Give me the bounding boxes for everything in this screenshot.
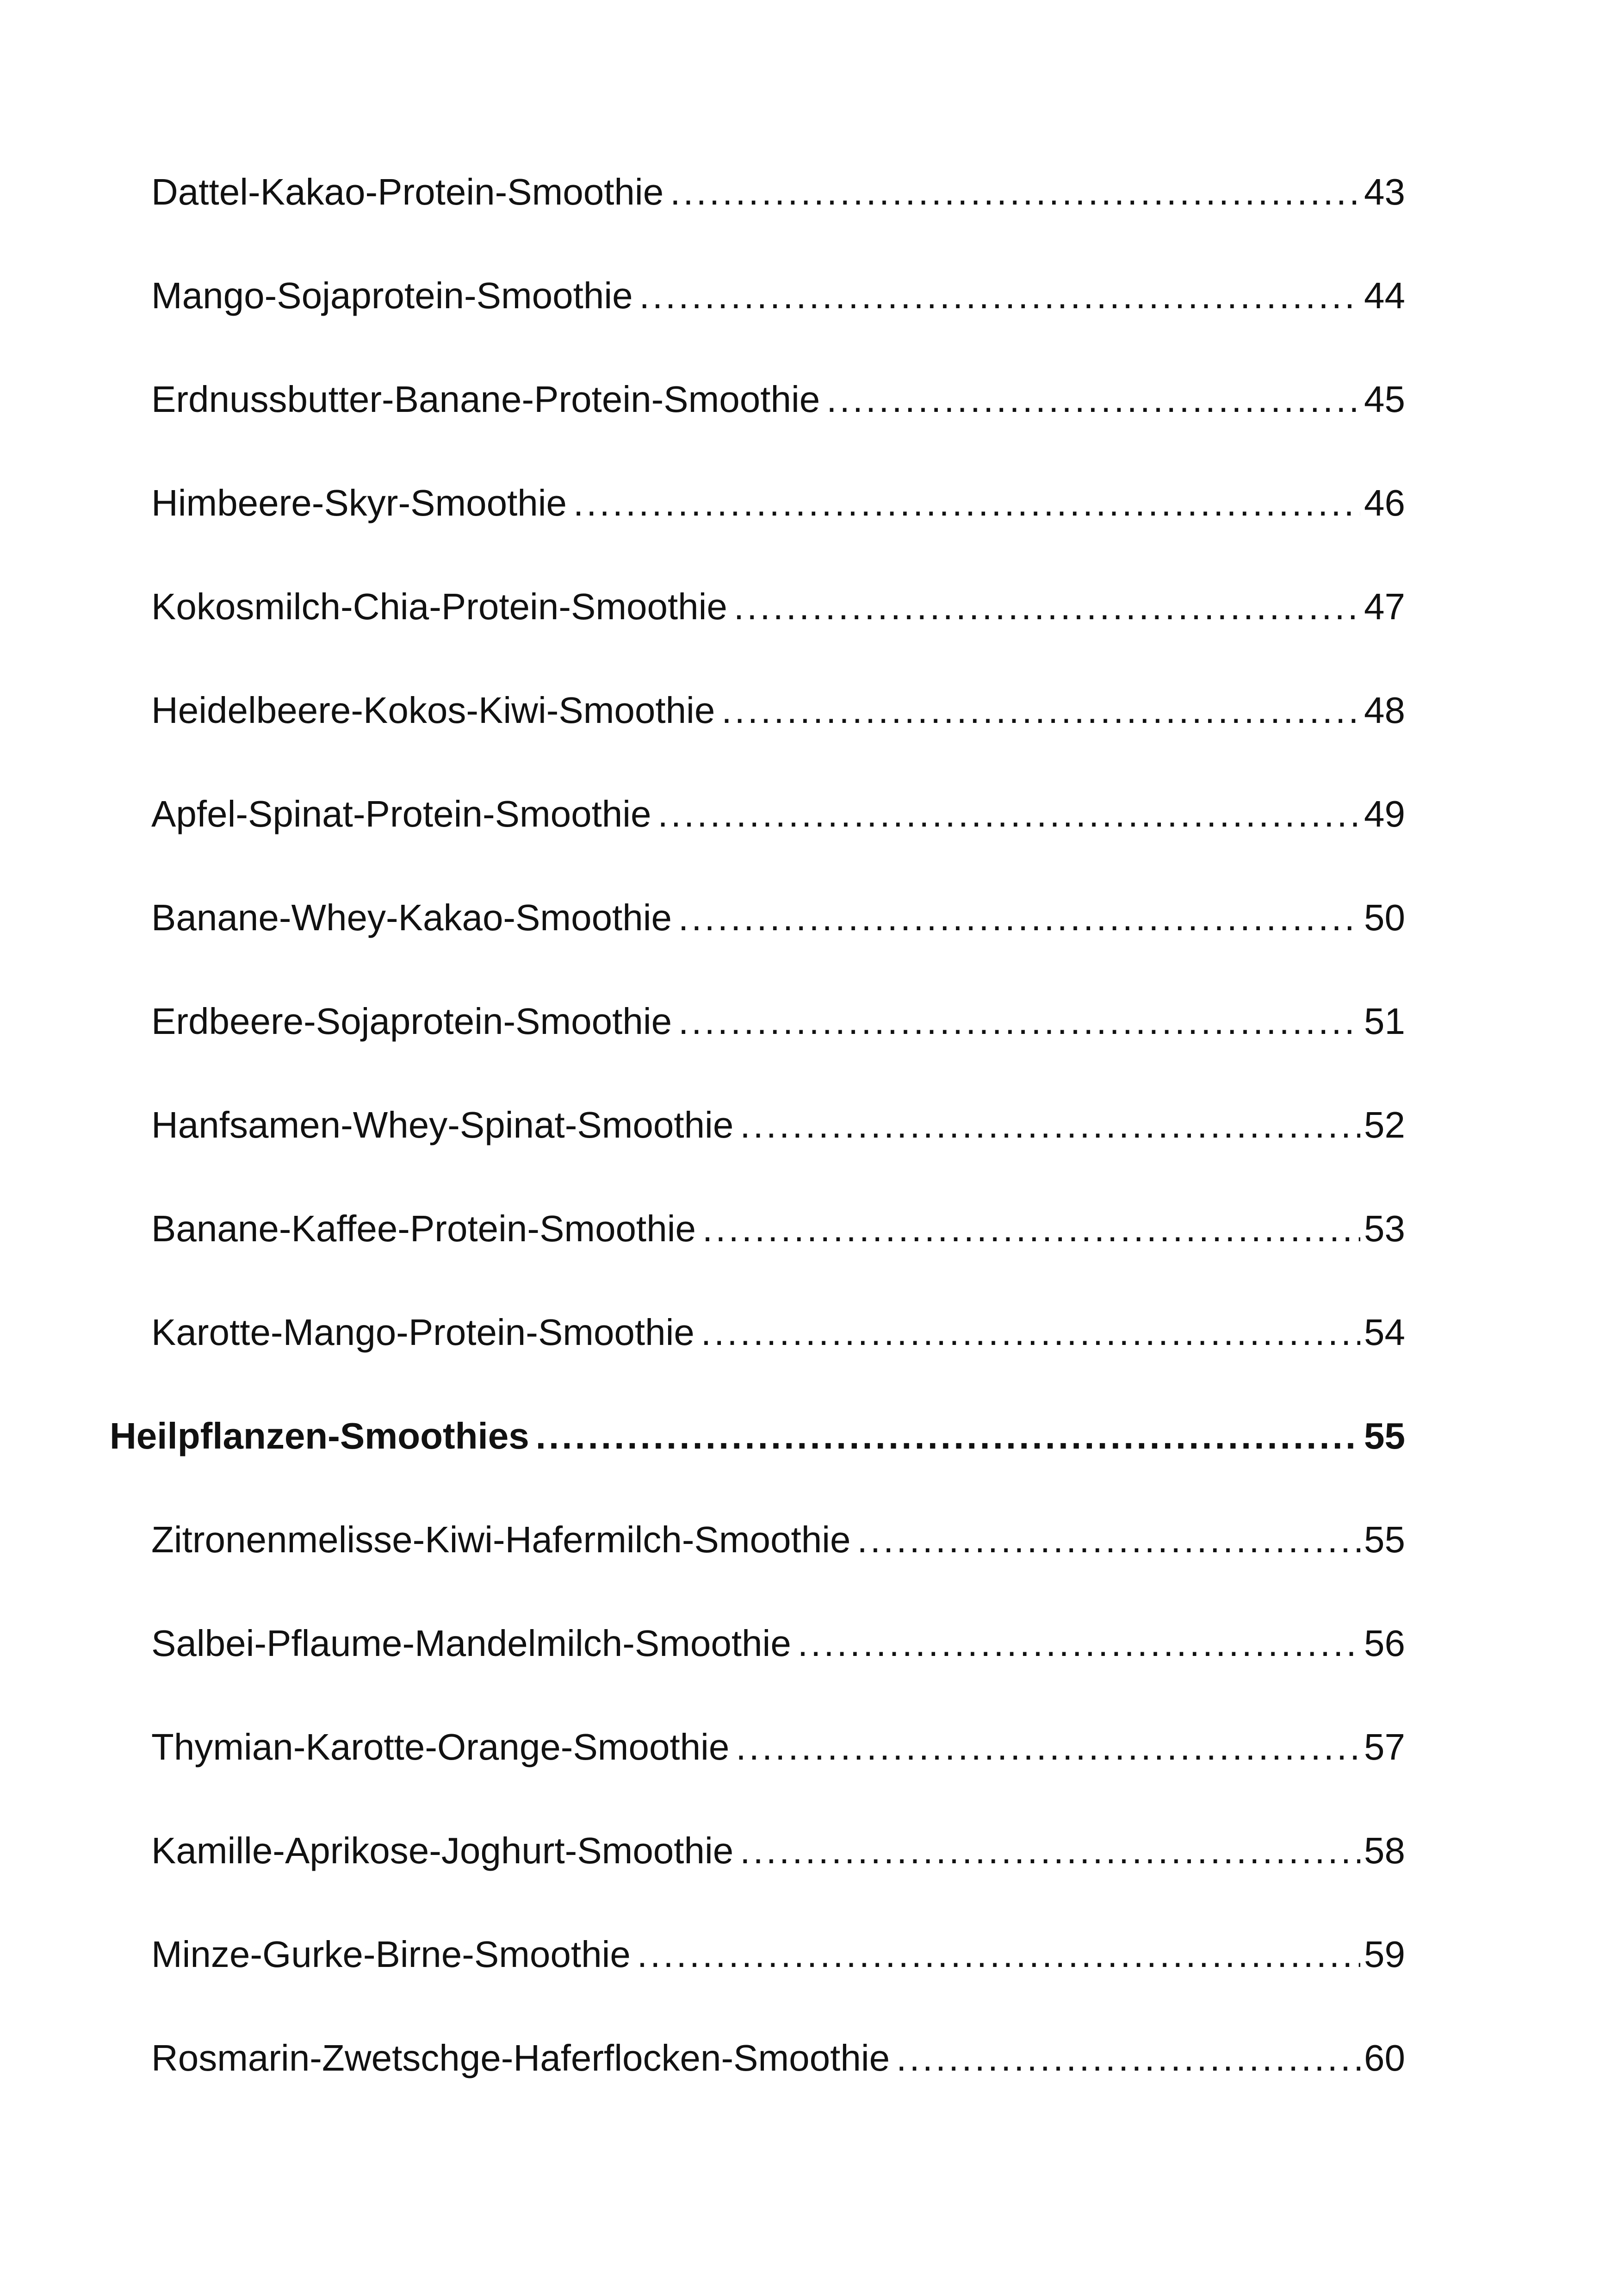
- toc-entry[interactable]: [151, 1512, 1405, 1568]
- dot-leader: [702, 1201, 1360, 1257]
- toc-entry-title: Erdbeere-Sojaprotein-Smoothie: [151, 1001, 672, 1042]
- toc-page-number: 46: [1364, 482, 1405, 523]
- toc-entry-title: Banane-Whey-Kakao-Smoothie: [151, 897, 672, 938]
- dot-leader: [740, 1823, 1360, 1879]
- toc-entry-title: Hanfsamen-Whey-Spinat-Smoothie: [151, 1104, 734, 1145]
- toc-page-number: 55: [1364, 1415, 1405, 1456]
- toc-page-number: 54: [1364, 1312, 1405, 1353]
- toc-entry-title: Dattel-Kakao-Protein-Smoothie: [151, 171, 664, 212]
- toc-page-number: 55: [1364, 1519, 1405, 1560]
- toc-entry-title: Rosmarin-Zwetschge-Haferflocken-Smoothie: [151, 2037, 890, 2078]
- toc-entry[interactable]: [151, 1201, 1405, 1257]
- toc-entry-title: Kamille-Aprikose-Joghurt-Smoothie: [151, 1830, 734, 1871]
- toc-entry[interactable]: [151, 268, 1405, 324]
- toc-entry-title: Thymian-Karotte-Orange-Smoothie: [151, 1726, 730, 1767]
- toc-entry-title: Salbei-Pflaume-Mandelmilch-Smoothie: [151, 1623, 791, 1664]
- toc-entry[interactable]: [151, 1823, 1405, 1879]
- toc-page-number: 58: [1364, 1830, 1405, 1871]
- dot-leader: [798, 1616, 1360, 1671]
- toc-page-number: 44: [1364, 275, 1405, 316]
- toc-page-number: 49: [1364, 793, 1405, 834]
- toc-entry[interactable]: [151, 683, 1405, 738]
- toc-entry-title: Karotte-Mango-Protein-Smoothie: [151, 1312, 694, 1353]
- toc-entry-title: Heidelbeere-Kokos-Kiwi-Smoothie: [151, 690, 715, 731]
- toc-section-heading[interactable]: [110, 1408, 1405, 1464]
- dot-leader: [826, 372, 1360, 427]
- toc-entry[interactable]: [151, 372, 1405, 427]
- toc-entry[interactable]: [151, 890, 1405, 946]
- toc-entry[interactable]: [151, 475, 1405, 531]
- toc-page-number: 59: [1364, 1934, 1405, 1975]
- toc-entry-title: Kokosmilch-Chia-Protein-Smoothie: [151, 586, 727, 627]
- dot-leader: [670, 164, 1360, 220]
- toc-page-number: 50: [1364, 897, 1405, 938]
- toc-entry-title: Banane-Kaffee-Protein-Smoothie: [151, 1208, 696, 1249]
- toc-page-number: 60: [1364, 2037, 1405, 2078]
- dot-leader: [678, 994, 1360, 1049]
- dot-leader: [736, 1719, 1360, 1775]
- dot-leader: [573, 475, 1360, 531]
- dot-leader: [658, 786, 1360, 842]
- toc-entry-title: Zitronenmelisse-Kiwi-Hafermilch-Smoothie: [151, 1519, 851, 1560]
- toc-entry[interactable]: [151, 786, 1405, 842]
- dot-leader: [721, 683, 1360, 738]
- toc-entry[interactable]: [151, 994, 1405, 1049]
- dot-leader: [734, 579, 1360, 635]
- toc-page-number: 51: [1364, 1001, 1405, 1042]
- toc-page-number: 45: [1364, 379, 1405, 420]
- dot-leader: [678, 890, 1360, 946]
- toc-entry-title: Erdnussbutter-Banane-Protein-Smoothie: [151, 379, 820, 420]
- toc-entry[interactable]: [151, 1097, 1405, 1153]
- dot-leader: [857, 1512, 1360, 1568]
- toc-page-number: 56: [1364, 1623, 1405, 1664]
- toc-page-number: 52: [1364, 1104, 1405, 1145]
- toc-entry-title: Mango-Sojaprotein-Smoothie: [151, 275, 633, 316]
- toc-section-title: Heilpflanzen-Smoothies: [110, 1415, 529, 1456]
- toc-page-number: 53: [1364, 1208, 1405, 1249]
- toc-entry[interactable]: [151, 1927, 1405, 1982]
- dot-leader: [637, 1927, 1360, 1982]
- toc-entry-title: Minze-Gurke-Birne-Smoothie: [151, 1934, 631, 1975]
- toc-entry[interactable]: [151, 579, 1405, 635]
- toc-page-number: 47: [1364, 586, 1405, 627]
- toc-entry[interactable]: [151, 164, 1405, 220]
- dot-leader: [896, 2030, 1360, 2086]
- toc-entry[interactable]: [151, 2030, 1405, 2086]
- toc-entry-title: Apfel-Spinat-Protein-Smoothie: [151, 793, 651, 834]
- dot-leader: [536, 1408, 1360, 1464]
- toc-page-number: 43: [1364, 171, 1405, 212]
- toc-page-number: 57: [1364, 1726, 1405, 1767]
- dot-leader: [701, 1305, 1360, 1360]
- dot-leader: [639, 268, 1360, 324]
- toc-entry-title: Himbeere-Skyr-Smoothie: [151, 482, 567, 523]
- toc-page-number: 48: [1364, 690, 1405, 731]
- toc-entry[interactable]: [151, 1305, 1405, 1360]
- toc-entry[interactable]: [151, 1616, 1405, 1671]
- dot-leader: [740, 1097, 1360, 1153]
- toc-entry[interactable]: [151, 1719, 1405, 1775]
